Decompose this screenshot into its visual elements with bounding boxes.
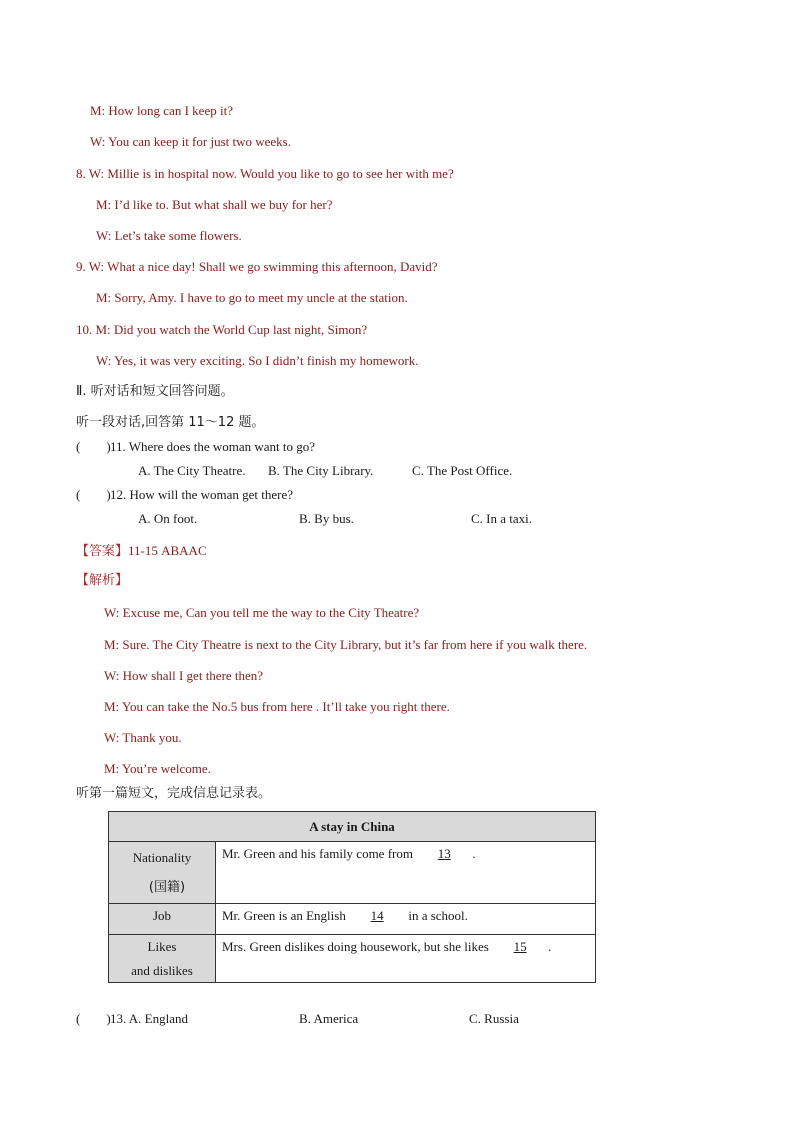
table-value-cell — [216, 904, 596, 935]
q9-line: 9. W: What a nice day! Shall we go swimming this afternoon, David? — [76, 259, 438, 274]
section-heading: Ⅱ. 听对话和短文回答问题。 — [76, 384, 234, 399]
analysis-line: W: Thank you. — [104, 730, 182, 745]
row-label: Likes — [147, 939, 177, 954]
row-label-sub: and dislikes — [131, 963, 193, 978]
analysis-line: W: Excuse me, Can you tell me the way to the City Theatre? — [104, 605, 420, 620]
row-label-sub: (国籍) — [148, 880, 186, 895]
dialogue-line: W: You can keep it for just two weeks. — [90, 134, 291, 149]
option-a: A. On foot. — [138, 511, 198, 526]
question-stem: 12. How will the woman get there? — [110, 487, 294, 502]
analysis-line: M: You’re welcome. — [104, 761, 211, 776]
question-13 — [76, 1011, 188, 1027]
cell-text: Mr. Green and his family come from — [222, 846, 413, 861]
answer-value: 11-15 ABAAC — [128, 543, 207, 558]
table-label-cell — [109, 842, 216, 904]
section-instruction: 听一段对话,回答第 11～12 题。 — [76, 415, 265, 430]
option-a: A. The City Theatre. — [138, 463, 246, 478]
dialogue-line: W: Let’s take some flowers. — [96, 228, 242, 243]
question-stem: 11. Where does the woman want to go? — [110, 439, 316, 454]
question-11 — [76, 439, 315, 455]
answer-label: 【答案】 — [76, 544, 129, 559]
q10-line: 10. M: Did you watch the World Cup last night, Simon? — [76, 322, 368, 337]
blank-13[interactable]: 13 — [437, 846, 451, 861]
option-c: C. The Post Office. — [412, 463, 513, 478]
option-c: C. Russia — [469, 1011, 519, 1026]
answer-paren: ( ) — [76, 439, 111, 454]
blank-14[interactable]: 14 — [370, 908, 384, 923]
row-label: Job — [152, 908, 172, 923]
option-b: B. The City Library. — [268, 463, 374, 478]
analysis-line: W: How shall I get there then? — [104, 668, 264, 683]
table-value-cell — [216, 935, 596, 983]
question-stem: 13. A. England — [110, 1011, 188, 1026]
dialogue-line: M: I’d like to. But what shall we buy for her? — [96, 197, 333, 212]
question-12 — [76, 487, 293, 503]
cell-text: Mrs. Green dislikes doing housework, but she likes — [222, 939, 489, 954]
row-label: Nationality — [132, 850, 192, 865]
passage-instruction: 听第一篇短文，完成信息记录表。 — [76, 786, 272, 801]
option-c: C. In a taxi. — [471, 511, 533, 526]
dialogue-line: M: How long can I keep it? — [90, 103, 233, 118]
analysis-line: M: Sure. The City Theatre is next to the City Library, but it’s far from here if you walk there. — [104, 637, 588, 652]
analysis-line: M: You can take the No.5 bus from here . It’ll take you right there. — [104, 699, 450, 714]
blank-15[interactable]: 15 — [513, 939, 527, 954]
info-table — [108, 811, 596, 983]
answer-paren: ( ) — [76, 487, 111, 502]
table-label-cell — [109, 935, 216, 983]
cell-text-end: in a school. — [408, 908, 468, 923]
cell-text-end: . — [472, 846, 476, 861]
table-label-cell — [109, 904, 216, 935]
option-b: B. By bus. — [299, 511, 354, 526]
option-b: B. America — [299, 1011, 359, 1026]
cell-text: Mr. Green is an English — [222, 908, 346, 923]
table-value-cell — [216, 842, 596, 904]
answer-paren: ( ) — [76, 1011, 111, 1026]
q8-line: 8. W: Millie is in hospital now. Would you like to go to see her with me? — [76, 166, 454, 181]
table-title: A stay in China — [109, 812, 596, 842]
answer-line — [76, 543, 207, 560]
dialogue-line: W: Yes, it was very exciting. So I didn’t finish my homework. — [96, 353, 419, 368]
dialogue-line: M: Sorry, Amy. I have to go to meet my uncle at the station. — [96, 290, 408, 305]
cell-text-end: . — [548, 939, 552, 954]
analysis-label: 【解析】 — [76, 573, 129, 588]
